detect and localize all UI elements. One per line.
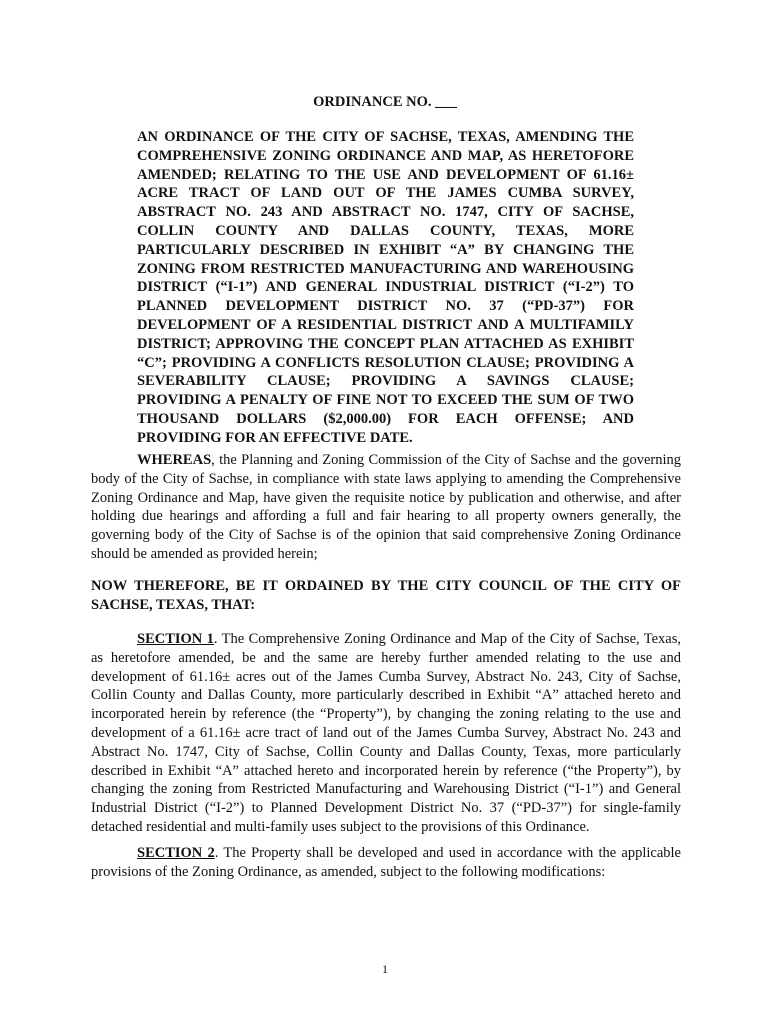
section-1-paragraph: [91, 630, 681, 837]
whereas-text: , the Planning and Zoning Commission of the City of Sachse and the governing body of the City of Sachse, in compliance with state laws applying to amending the Comprehensive Zoning Ordinance and Map, have given the requisite notice by publication and otherwise, and after holding due hearings and affording a full and fair hearing to all property owners generally, the governing body of the City of Sachse is of the opinion that said comprehensive Zoning Ordinance should be amended as provided herein;: [91, 452, 681, 562]
ordinance-title: ORDINANCE NO. ___: [313, 94, 457, 110]
page-number: 1: [382, 962, 388, 976]
whereas-paragraph: [91, 451, 681, 564]
section-1-label: SECTION 1: [137, 631, 214, 647]
section-2-label: SECTION 2: [137, 845, 215, 861]
whereas-lead: WHEREAS: [137, 452, 212, 468]
now-therefore-clause: NOW THEREFORE, BE IT ORDAINED BY THE CITY COUNCIL OF THE CITY OF SACHSE, TEXAS, THAT:: [91, 578, 681, 613]
section-1-text: . The Comprehensive Zoning Ordinance and Map of the City of Sachse, Texas, as heretofore amended, be and the same are hereby further amended relating to the use and development of 61.16± acres out of the James Cumba Survey, Abstract No. 243, City of Sachse, Collin County and Dallas County, more particularly described in Exhibit “A” attached hereto and incorporated herein by reference (the “Property”), by changing the zoning relating to the use and development of a 61.16± acre tract of land out of the James Cumba Survey, Abstract No. 243 and Abstract No. 1747, City of Sachse, Collin County and Dallas County, Texas, more particularly described in Exhibit “A” attached hereto and incorporated herein by reference (“the Property”), by changing the zoning from Restricted Manufacturing and Warehousing District (“I-1”) and General Industrial District (“I-2”) to Planned Development District No. 37 (“PD-37”) for single-family detached residential and multi-family uses subject to the provisions of this Ordinance.: [91, 631, 681, 835]
section-2-paragraph: [91, 844, 681, 882]
section-2-text: . The Property shall be developed and used in accordance with the applicable provisions of the Zoning Ordinance, as amended, subject to the following modifications:: [91, 845, 681, 880]
ordinance-caption: AN ORDINANCE OF THE CITY OF SACHSE, TEXAS, AMENDING THE COMPREHENSIVE ZONING ORDINANCE AND MAP, AS HERETOFORE AMENDED; RELATING TO THE USE AND DEVELOPMENT OF 61.16± ACRE TRACT OF LAND OUT OF THE JAMES CUMBA SURVEY, ABSTRACT NO. 243 AND ABSTRACT NO. 1747, CITY OF SACHSE, COLLIN COUNTY AND DALLAS COUNTY, TEXAS, MORE PARTICULARLY DESCRIBED IN EXHIBIT “A” BY CHANGING THE ZONING FROM RESTRICTED MANUFACTURING AND WAREHOUSING DISTRICT (“I-1”) AND GENERAL INDUSTRIAL DISTRICT (“I-2”) TO PLANNED DEVELOPMENT DISTRICT NO. 37 (“PD-37”) FOR DEVELOPMENT OF A RESIDENTIAL DISTRICT AND A MULTIFAMILY DISTRICT; APPROVING THE CONCEPT PLAN ATTACHED AS EXHIBIT “C”; PROVIDING A CONFLICTS RESOLUTION CLAUSE; PROVIDING A SEVERABILITY CLAUSE; PROVIDING A SAVINGS CLAUSE; PROVIDING A PENALTY OF FINE NOT TO EXCEED THE SUM OF TWO THOUSAND DOLLARS ($2,000.00) FOR EACH OFFENSE; AND PROVIDING FOR AN EFFECTIVE DATE.: [137, 129, 634, 446]
